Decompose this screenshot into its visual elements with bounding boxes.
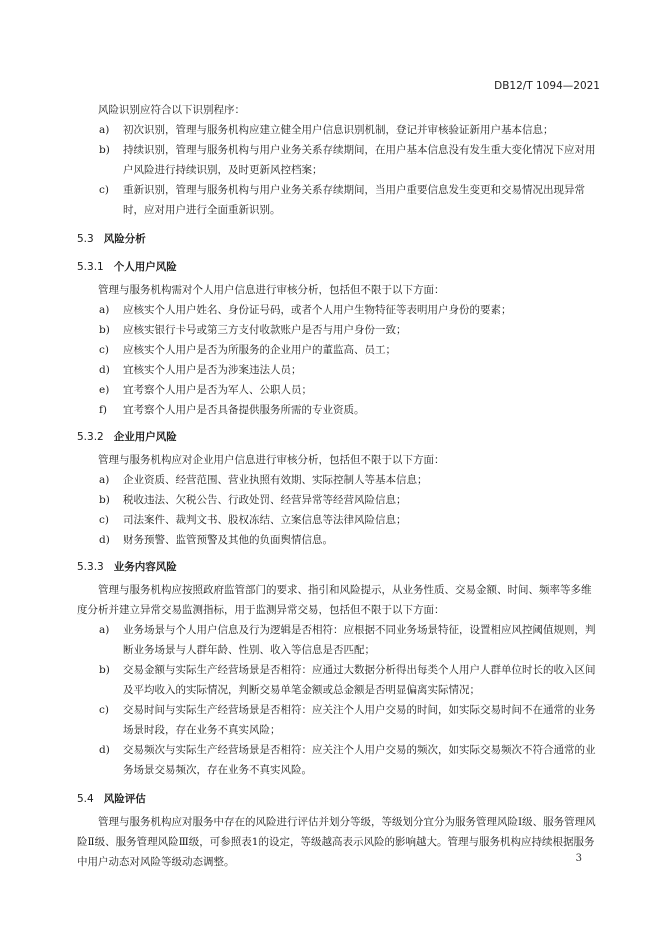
document-code: DB12/T 1094—2021: [494, 80, 600, 92]
list-item: [77, 660, 600, 700]
list-label: a): [99, 304, 110, 316]
section-heading-5-3-1: [77, 256, 600, 278]
list-label: b): [99, 664, 110, 676]
list-label: f): [99, 404, 107, 416]
section-number: 5.3.1: [77, 261, 104, 273]
list-item: [77, 740, 600, 780]
intro-paragraph: 风险识别应符合以下识别程序：: [98, 104, 245, 116]
section-heading-5-4: [77, 788, 600, 810]
list-text: 初次识别，管理与服务机构应建立健全用户信息识别机制，登记并审核验证新用户基本信息；: [123, 124, 554, 136]
list-text: 宜考察个人用户是否具备提供服务所需的专业资质。: [123, 404, 365, 416]
section-title: 个人用户风险: [113, 261, 177, 273]
list-text: 宜核实个人用户是否为涉案违法人员；: [123, 364, 302, 376]
page-content: [77, 100, 600, 872]
list-text: 司法案件、裁判文书、股权冻结、立案信息等法律风险信息；: [123, 514, 407, 526]
section-title: 业务内容风险: [113, 561, 177, 573]
section-heading-5-3-2: [77, 426, 600, 448]
list-label: c): [99, 184, 109, 196]
list-item: [77, 620, 600, 660]
section-5-3-2-list: [77, 470, 600, 550]
section-paragraph: 管理与服务机构应对企业用户信息进行审核分析，包括但不限于以下方面：: [98, 454, 445, 466]
list-text: 财务预警、监管预警及其他的负面舆情信息。: [123, 534, 333, 546]
list-item: [77, 510, 600, 530]
list-label: c): [99, 344, 109, 356]
section-title: 企业用户风险: [113, 431, 177, 443]
section-heading-5-3-3: [77, 556, 600, 578]
list-text: 交易频次与实际生产经营场景是否相符：应关注个人用户交易的频次，如实际交易频次不符合通常的业务场景交易频次，存在业务不真实风险。: [123, 744, 596, 776]
list-label: a): [99, 474, 110, 486]
list-item: [77, 340, 600, 360]
section-number: 5.3: [77, 233, 94, 245]
list-label: a): [99, 124, 110, 136]
list-item: [77, 320, 600, 340]
list-item: [77, 490, 600, 510]
list-text: 企业资质、经营范围、营业执照有效期、实际控制人等基本信息；: [123, 474, 428, 486]
list-label: d): [99, 744, 110, 756]
list-label: b): [99, 144, 110, 156]
section-paragraph: 管理与服务机构应按照政府监管部门的要求、指引和风险提示，从业务性质、交易金额、时间、频率等多维度分析并建立异常交易监测指标，用于监测异常交易，包括但不限于以下方面：: [77, 584, 592, 616]
list-item: [77, 400, 600, 420]
list-label: c): [99, 704, 109, 716]
section-title: 风险评估: [103, 793, 146, 805]
list-text: 税收违法、欠税公告、行政处罚、经营异常等经营风险信息；: [123, 494, 407, 506]
list-label: d): [99, 534, 110, 546]
list-item: [77, 360, 600, 380]
section-paragraph: 管理与服务机构应对服务中存在的风险进行评估并划分等级，等级划分宜分为服务管理风险Ⅰ级、服务管理风险Ⅱ级、服务管理风险Ⅲ级，可参照表1的设定，等级越高表示风险的影响越大。管理与服务机构应持续根据服务中用户动态对风险等级动态调整。: [77, 816, 596, 868]
list-text: 重新识别，管理与服务机构与用户业务关系存续期间，当用户重要信息发生变更和交易情况出现异常时，应对用户进行全面重新识别。: [123, 184, 585, 216]
section-paragraph: 管理与服务机构需对个人用户信息进行审核分析，包括但不限于以下方面：: [98, 284, 445, 296]
list-text: 交易金额与实际生产经营场景是否相符：应通过大数据分析得出每类个人用户人群单位时长的收入区间及平均收入的实际情况，判断交易单笔金额或总金额是否明显偏离实际情况；: [123, 664, 596, 696]
page-number: 3: [575, 853, 582, 864]
list-text: 持续识别，管理与服务机构与用户业务关系存续期间，在用户基本信息没有发生重大变化情况下应对用户风险进行持续识别，及时更新风控档案；: [123, 144, 596, 176]
list-text: 交易时间与实际生产经营场景是否相符：应关注个人用户交易的时间，如实际交易时间不在通常的业务场景时段，存在业务不真实风险；: [123, 704, 596, 736]
section-number: 5.3.2: [77, 431, 104, 443]
list-text: 应核实银行卡号或第三方支付收款账户是否与用户身份一致；: [123, 324, 407, 336]
section-5-3-3-list: [77, 620, 600, 780]
list-item: [77, 700, 600, 740]
list-label: e): [99, 384, 110, 396]
list-label: b): [99, 494, 110, 506]
list-item: [77, 530, 600, 550]
section-title: 风险分析: [103, 233, 146, 245]
section-5-3-1-list: [77, 300, 600, 420]
intro-list: [77, 120, 600, 220]
list-text: 应核实个人用户姓名、身份证号码，或者个人用户生物特征等表明用户身份的要素；: [123, 304, 512, 316]
list-label: d): [99, 364, 110, 376]
section-number: 5.3.3: [77, 561, 104, 573]
list-item: [77, 120, 600, 140]
list-item: [77, 470, 600, 490]
list-label: b): [99, 324, 110, 336]
list-item: [77, 180, 600, 220]
list-label: a): [99, 624, 110, 636]
section-number: 5.4: [77, 793, 94, 805]
list-text: 应核实个人用户是否为所服务的企业用户的董监高、员工；: [123, 344, 396, 356]
section-heading-5-3: [77, 228, 600, 250]
list-text: 业务场景与个人用户信息及行为逻辑是否相符：应根据不同业务场景特征，设置相应风控阈值规则，判断业务场景与人群年龄、性别、收入等信息是否匹配；: [123, 624, 596, 656]
list-item: [77, 300, 600, 320]
list-item: [77, 380, 600, 400]
list-item: [77, 140, 600, 180]
list-text: 宜考察个人用户是否为军人、公职人员；: [123, 384, 312, 396]
list-label: c): [99, 514, 109, 526]
